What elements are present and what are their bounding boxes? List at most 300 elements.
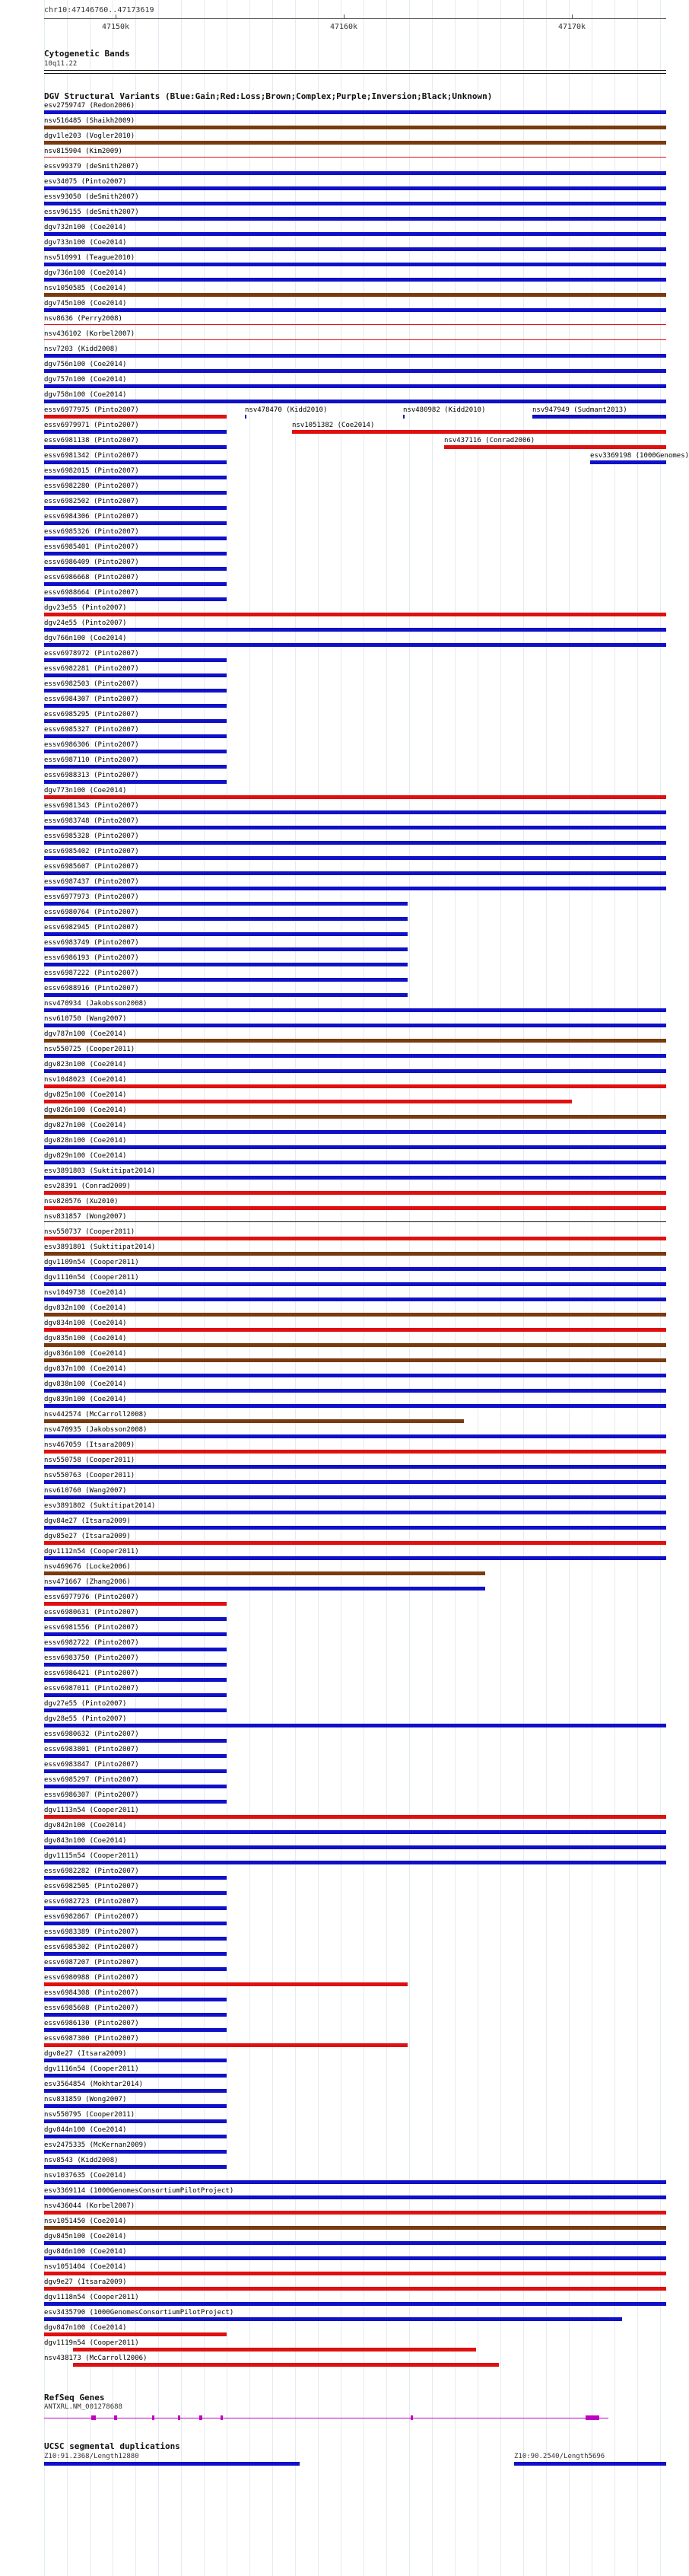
variant-bar[interactable] [44,1800,227,1804]
variant-bar[interactable] [44,1876,227,1880]
variant-label[interactable]: essv6984308 (Pinto2007) [44,1989,139,1997]
variant-bar[interactable] [44,1906,227,1910]
gene-exon[interactable] [91,2415,96,2420]
variant-label[interactable]: essv6981343 (Pinto2007) [44,802,139,810]
variant-bar[interactable] [44,1069,666,1073]
variant-bar[interactable] [44,126,666,129]
variant-label[interactable]: dgv828n100 (Coe2014) [44,1137,127,1145]
variant-bar[interactable] [44,1891,227,1895]
variant-bar[interactable] [44,567,227,571]
variant-bar[interactable] [44,1252,666,1256]
variant-label[interactable]: essv6983750 (Pinto2007) [44,1654,139,1662]
variant-label[interactable]: dgv839n100 (Coe2014) [44,1396,127,1403]
variant-label[interactable]: nsv8543 (Kidd2008) [44,2157,119,2164]
variant-bar[interactable] [44,902,408,906]
variant-bar[interactable] [44,750,227,753]
variant-bar[interactable] [44,673,227,677]
variant-bar[interactable] [44,1419,464,1423]
variant-bar[interactable] [44,704,227,708]
variant-label[interactable]: essv6982867 (Pinto2007) [44,1913,139,1921]
variant-label[interactable]: essv6985607 (Pinto2007) [44,863,139,871]
variant-label[interactable]: nsv1050585 (Coe2014) [44,285,127,292]
variant-bar[interactable] [44,2028,227,2032]
variant-bar[interactable] [44,2104,227,2108]
variant-label[interactable]: dgv1113n54 (Cooper2011) [44,1807,139,1814]
variant-label[interactable]: essv6987011 (Pinto2007) [44,1685,139,1692]
variant-label[interactable]: dgv766n100 (Coe2014) [44,635,127,642]
variant-label[interactable]: essv6977976 (Pinto2007) [44,1594,139,1601]
variant-label[interactable]: essv6986409 (Pinto2007) [44,559,139,566]
segdup-left-label[interactable]: Z10:91.2368/Length12880 [44,2453,139,2460]
variant-bar[interactable] [44,2150,227,2154]
variant-label[interactable]: nsv470935 (Jakobsson2008) [44,1426,148,1434]
variant-label[interactable]: essv6984307 (Pinto2007) [44,696,139,703]
variant-label[interactable]: essv6979971 (Pinto2007) [44,422,139,429]
variant-bar[interactable] [44,1115,666,1119]
variant-bar[interactable] [44,2074,227,2078]
variant-bar[interactable] [44,1678,227,1682]
variant-bar[interactable] [44,993,408,997]
variant-label[interactable]: essv6988916 (Pinto2007) [44,985,139,992]
variant-label[interactable]: nsv550725 (Cooper2011) [44,1046,135,1053]
segdup-bar[interactable] [44,2462,300,2466]
variant-label[interactable]: nsv478470 (Kidd2010) [245,406,328,414]
variant-bar[interactable] [44,963,408,966]
variant-bar[interactable] [44,1815,666,1819]
gene-exon[interactable] [152,2415,154,2420]
variant-label[interactable]: essv6982280 (Pinto2007) [44,482,139,490]
variant-bar[interactable] [44,110,666,114]
variant-bar[interactable] [44,1145,666,1149]
variant-label[interactable]: nsv831857 (Wong2007) [44,1213,127,1221]
variant-label[interactable]: essv6982502 (Pinto2007) [44,498,139,505]
variant-bar[interactable] [44,1008,666,1012]
variant-label[interactable]: essv6980988 (Pinto2007) [44,1974,139,1982]
variant-label[interactable]: essv6982281 (Pinto2007) [44,665,139,673]
variant-bar[interactable] [44,1922,227,1925]
variant-bar[interactable] [44,1084,666,1088]
variant-label[interactable]: nsv7203 (Kidd2008) [44,345,119,353]
variant-bar[interactable] [44,2211,666,2215]
variant-bar[interactable] [44,689,227,693]
variant-bar[interactable] [44,1389,666,1393]
variant-bar[interactable] [44,582,227,586]
variant-label[interactable]: dgv736n100 (Coe2014) [44,269,127,277]
variant-bar[interactable] [44,1434,666,1438]
variant-bar[interactable] [44,628,666,632]
variant-label[interactable]: nsv437116 (Conrad2006) [444,437,535,444]
variant-label[interactable]: nsv480982 (Kidd2010) [403,406,486,414]
variant-bar[interactable] [44,795,666,799]
variant-label[interactable]: essv99379 (deSmith2007) [44,163,139,170]
variant-bar[interactable] [44,1571,485,1575]
variant-bar[interactable] [44,552,227,556]
variant-label[interactable]: nsv469676 (Locke2006) [44,1563,131,1571]
variant-bar[interactable] [590,460,666,464]
variant-bar[interactable] [44,1298,666,1301]
variant-label[interactable]: nsv1051404 (Coe2014) [44,2263,127,2271]
variant-label[interactable]: nsv1051382 (Coe2014) [292,422,375,429]
variant-label[interactable]: essv6980631 (Pinto2007) [44,1609,139,1616]
variant-label[interactable]: dgv1119n54 (Cooper2011) [44,2339,139,2347]
variant-label[interactable]: dgv834n100 (Coe2014) [44,1320,127,1327]
gene-exon[interactable] [586,2415,599,2420]
variant-label[interactable]: dgv842n100 (Coe2014) [44,1822,127,1829]
variant-bar[interactable] [44,2256,666,2260]
variant-bar[interactable] [44,1541,666,1545]
variant-bar[interactable] [44,1830,666,1834]
variant-bar[interactable] [44,476,227,479]
variant-label[interactable]: essv6981342 (Pinto2007) [44,452,139,460]
variant-label[interactable]: dgv1109n54 (Cooper2011) [44,1259,139,1266]
variant-bar[interactable] [44,537,227,540]
variant-bar[interactable] [44,491,227,495]
variant-label[interactable]: dgv758n100 (Coe2014) [44,391,127,399]
variant-bar[interactable] [44,400,666,403]
variant-bar[interactable] [44,1039,666,1043]
variant-bar[interactable] [44,887,666,890]
variant-bar[interactable] [44,1739,227,1743]
segdup-bar[interactable] [514,2462,666,2466]
variant-label[interactable]: essv6983801 (Pinto2007) [44,1746,139,1753]
variant-label[interactable]: dgv745n100 (Coe2014) [44,300,127,307]
variant-label[interactable]: nsv815904 (Kim2009) [44,148,122,155]
variant-label[interactable]: essv6986421 (Pinto2007) [44,1670,139,1677]
variant-bar[interactable] [44,1845,666,1849]
variant-label[interactable]: essv6983748 (Pinto2007) [44,817,139,825]
variant-bar[interactable] [44,1343,666,1347]
variant-label[interactable]: essv6985402 (Pinto2007) [44,848,139,855]
variant-label[interactable]: dgv836n100 (Coe2014) [44,1350,127,1358]
variant-bar[interactable] [44,810,666,814]
variant-label[interactable]: dgv846n100 (Coe2014) [44,2248,127,2256]
variant-bar[interactable] [44,1480,666,1484]
variant-bar[interactable] [532,415,666,419]
variant-label[interactable]: essv6985327 (Pinto2007) [44,726,139,734]
variant-label[interactable]: essv6986307 (Pinto2007) [44,1791,139,1799]
variant-label[interactable]: essv6977973 (Pinto2007) [44,893,139,901]
variant-label[interactable]: dgv28e55 (Pinto2007) [44,1715,127,1723]
variant-bar[interactable] [44,1587,485,1590]
variant-label[interactable]: dgv825n100 (Coe2014) [44,1091,127,1099]
variant-label[interactable]: nsv610760 (Wang2007) [44,1487,127,1495]
variant-label[interactable]: essv6988664 (Pinto2007) [44,589,139,597]
variant-label[interactable]: esv34075 (Pinto2007) [44,178,127,186]
variant-label[interactable]: nsv436044 (Korbel2007) [44,2202,135,2210]
variant-bar[interactable] [44,293,666,297]
variant-bar[interactable] [44,1663,227,1667]
variant-label[interactable]: essv6988313 (Pinto2007) [44,772,139,779]
variant-label[interactable]: essv6985295 (Pinto2007) [44,711,139,718]
variant-bar[interactable] [44,1130,666,1134]
variant-label[interactable]: nsv831859 (Wong2007) [44,2096,127,2103]
variant-bar[interactable] [44,1526,666,1530]
variant-label[interactable]: dgv843n100 (Coe2014) [44,1837,127,1845]
variant-bar[interactable] [44,2135,227,2138]
variant-label[interactable]: esv3891803 (Suktitipat2014) [44,1167,156,1175]
variant-bar[interactable] [44,247,666,251]
variant-bar[interactable] [44,354,666,358]
variant-bar[interactable] [44,1237,666,1240]
variant-label[interactable]: essv6985328 (Pinto2007) [44,833,139,840]
variant-label[interactable]: nsv471667 (Zhang2006) [44,1578,131,1586]
variant-bar[interactable] [44,308,666,312]
variant-bar[interactable] [44,1282,666,1286]
variant-bar[interactable] [44,369,666,373]
variant-bar[interactable] [44,339,666,340]
variant-bar[interactable] [44,445,227,449]
variant-bar[interactable] [44,1206,666,1210]
variant-bar[interactable] [44,1054,666,1058]
variant-bar[interactable] [44,278,666,282]
variant-label[interactable]: dgv835n100 (Coe2014) [44,1335,127,1342]
variant-label[interactable]: essv6986306 (Pinto2007) [44,741,139,749]
variant-label[interactable]: dgv9e27 (Itsara2009) [44,2278,127,2286]
variant-bar[interactable] [44,1693,227,1697]
variant-label[interactable]: essv6987222 (Pinto2007) [44,970,139,977]
variant-label[interactable]: esv3369114 (1000GenomesConsortiumPilotProject) [44,2187,234,2195]
refseq-gene-label[interactable]: ANTXRL.NM_001278688 [44,2403,122,2411]
variant-bar[interactable] [44,157,666,158]
variant-label[interactable]: essv6985297 (Pinto2007) [44,1776,139,1784]
variant-bar[interactable] [245,415,246,419]
variant-label[interactable]: essv6985326 (Pinto2007) [44,528,139,536]
variant-label[interactable]: dgv826n100 (Coe2014) [44,1107,127,1114]
variant-bar[interactable] [44,1374,666,1377]
variant-label[interactable]: nsv1048023 (Coe2014) [44,1076,127,1084]
variant-bar[interactable] [44,1982,408,1986]
variant-bar[interactable] [44,1161,666,1164]
variant-label[interactable]: essv6983389 (Pinto2007) [44,1928,139,1936]
variant-label[interactable]: dgv838n100 (Coe2014) [44,1380,127,1388]
variant-bar[interactable] [44,856,666,860]
variant-label[interactable]: nsv550763 (Cooper2011) [44,1472,135,1479]
variant-label[interactable]: dgv1118n54 (Cooper2011) [44,2294,139,2301]
variant-bar[interactable] [44,1191,666,1195]
variant-label[interactable]: essv6981138 (Pinto2007) [44,437,139,444]
gene-exon[interactable] [178,2415,180,2420]
variant-label[interactable]: dgv827n100 (Coe2014) [44,1122,127,1129]
variant-bar[interactable] [44,871,666,875]
variant-label[interactable]: essv96155 (deSmith2007) [44,209,139,216]
variant-bar[interactable] [44,1358,666,1362]
variant-label[interactable]: esv3369198 (1000Genomes) [590,452,689,460]
variant-bar[interactable] [44,1708,227,1712]
variant-bar[interactable] [44,1937,227,1941]
variant-bar[interactable] [44,1556,666,1560]
variant-bar[interactable] [44,841,666,845]
variant-bar[interactable] [44,1632,227,1636]
gene-exon[interactable] [221,2415,223,2420]
variant-label[interactable]: nsv820576 (Xu2010) [44,1198,119,1205]
variant-bar[interactable] [44,1967,227,1971]
variant-bar[interactable] [73,2348,476,2352]
gene-exon[interactable] [199,2415,202,2420]
variant-bar[interactable] [44,2195,666,2199]
variant-bar[interactable] [44,521,227,525]
variant-label[interactable]: dgv1116n54 (Cooper2011) [44,2065,139,2073]
variant-bar[interactable] [44,2302,666,2306]
variant-label[interactable]: essv6986193 (Pinto2007) [44,954,139,962]
variant-label[interactable]: dgv829n100 (Coe2014) [44,1152,127,1160]
variant-label[interactable]: dgv756n100 (Coe2014) [44,361,127,368]
variant-label[interactable]: dgv1le203 (Vogler2010) [44,132,135,140]
variant-label[interactable]: dgv8e27 (Itsara2009) [44,2050,127,2058]
variant-bar[interactable] [44,978,408,982]
variant-bar[interactable] [44,141,666,145]
variant-bar[interactable] [44,1313,666,1317]
variant-bar[interactable] [44,1602,227,1606]
variant-bar[interactable] [44,613,666,616]
variant-label[interactable]: essv6982503 (Pinto2007) [44,680,139,688]
variant-label[interactable]: nsv467059 (Itsara2009) [44,1441,135,1449]
variant-bar[interactable] [44,1495,666,1499]
variant-bar[interactable] [44,1450,666,1454]
variant-label[interactable]: nsv8636 (Perry2008) [44,315,122,323]
variant-label[interactable]: essv6978972 (Pinto2007) [44,650,139,658]
variant-label[interactable]: essv6982722 (Pinto2007) [44,1639,139,1647]
variant-label[interactable]: essv6982723 (Pinto2007) [44,1898,139,1906]
variant-label[interactable]: esv28391 (Conrad2009) [44,1183,131,1190]
variant-label[interactable]: essv6987437 (Pinto2007) [44,878,139,886]
variant-bar[interactable] [44,2089,227,2093]
variant-bar[interactable] [44,597,227,601]
variant-label[interactable]: dgv1110n54 (Cooper2011) [44,1274,139,1282]
variant-label[interactable]: essv6982015 (Pinto2007) [44,467,139,475]
variant-label[interactable]: nsv510991 (Teague2010) [44,254,135,262]
variant-label[interactable]: essv6987300 (Pinto2007) [44,2035,139,2043]
variant-bar[interactable] [44,1617,227,1621]
variant-bar[interactable] [44,1785,227,1788]
variant-bar[interactable] [44,1221,666,1222]
variant-bar[interactable] [44,826,666,829]
variant-label[interactable]: nsv550737 (Cooper2011) [44,1228,135,1236]
variant-bar[interactable] [44,415,227,419]
variant-bar[interactable] [44,506,227,510]
variant-bar[interactable] [44,324,666,325]
variant-label[interactable]: dgv773n100 (Coe2014) [44,787,127,794]
variant-bar[interactable] [444,445,666,449]
variant-label[interactable]: dgv27e55 (Pinto2007) [44,1700,127,1708]
variant-bar[interactable] [292,430,666,434]
variant-bar[interactable] [44,2165,227,2169]
variant-label[interactable]: essv6987110 (Pinto2007) [44,756,139,764]
variant-bar[interactable] [403,415,405,419]
variant-bar[interactable] [44,460,227,464]
variant-label[interactable]: nsv438173 (McCarroll2006) [44,2355,148,2362]
variant-label[interactable]: dgv847n100 (Coe2014) [44,2324,127,2332]
variant-label[interactable]: dgv787n100 (Coe2014) [44,1030,127,1038]
variant-bar[interactable] [44,2272,666,2275]
variant-bar[interactable] [44,2332,227,2336]
variant-bar[interactable] [44,1024,666,1027]
variant-bar[interactable] [44,1648,227,1651]
segdup-right-label[interactable]: Z10:90.2540/Length5696 [514,2453,605,2460]
variant-label[interactable]: essv6985608 (Pinto2007) [44,2004,139,2012]
variant-label[interactable]: essv6985302 (Pinto2007) [44,1944,139,1951]
variant-bar[interactable] [44,2059,227,2062]
variant-label[interactable]: nsv1037635 (Coe2014) [44,2172,127,2180]
gene-exon[interactable] [411,2415,413,2420]
variant-label[interactable]: essv6985401 (Pinto2007) [44,543,139,551]
variant-label[interactable]: nsv610750 (Wang2007) [44,1015,127,1023]
variant-label[interactable]: essv6982505 (Pinto2007) [44,1883,139,1890]
variant-bar[interactable] [44,2013,227,2017]
variant-label[interactable]: essv6983847 (Pinto2007) [44,1761,139,1769]
variant-bar[interactable] [44,658,227,662]
variant-label[interactable]: nsv1049738 (Coe2014) [44,1289,127,1297]
variant-label[interactable]: dgv732n100 (Coe2014) [44,224,127,231]
variant-bar[interactable] [44,2287,666,2291]
variant-label[interactable]: essv6982282 (Pinto2007) [44,1868,139,1875]
variant-bar[interactable] [44,2226,666,2230]
variant-label[interactable]: dgv832n100 (Coe2014) [44,1304,127,1312]
variant-bar[interactable] [44,1998,227,2001]
variant-label[interactable]: dgv84e27 (Itsara2009) [44,1517,131,1525]
variant-bar[interactable] [44,1861,666,1864]
variant-label[interactable]: nsv470934 (Jakobsson2008) [44,1000,148,1008]
variant-label[interactable]: essv6986130 (Pinto2007) [44,2020,139,2027]
variant-label[interactable]: essv6981556 (Pinto2007) [44,1624,139,1632]
variant-label[interactable]: esv3891802 (Suktitipat2014) [44,1502,156,1510]
gene-exon[interactable] [114,2415,117,2420]
variant-bar[interactable] [44,1328,666,1332]
variant-bar[interactable] [73,2363,499,2367]
variant-bar[interactable] [44,2119,227,2123]
variant-bar[interactable] [44,232,666,236]
variant-label[interactable]: dgv1115n54 (Cooper2011) [44,1852,139,1860]
variant-label[interactable]: essv6984306 (Pinto2007) [44,513,139,521]
variant-bar[interactable] [44,1100,572,1103]
variant-label[interactable]: dgv733n100 (Coe2014) [44,239,127,247]
variant-label[interactable]: nsv1051450 (Coe2014) [44,2218,127,2225]
variant-label[interactable]: esv2475335 (McKernan2009) [44,2141,148,2149]
variant-label[interactable]: essv6982945 (Pinto2007) [44,924,139,931]
variant-bar[interactable] [44,643,666,647]
variant-bar[interactable] [44,2043,408,2047]
variant-bar[interactable] [44,186,666,190]
variant-bar[interactable] [44,263,666,266]
variant-label[interactable]: dgv85e27 (Itsara2009) [44,1533,131,1540]
variant-bar[interactable] [44,932,408,936]
variant-label[interactable]: essv6983749 (Pinto2007) [44,939,139,947]
variant-bar[interactable] [44,1267,666,1271]
variant-label[interactable]: nsv550795 (Cooper2011) [44,2111,135,2119]
variant-label[interactable]: esv3564854 (Mokhtar2014) [44,2081,144,2088]
variant-label[interactable]: essv93050 (deSmith2007) [44,193,139,201]
variant-bar[interactable] [44,2317,622,2321]
variant-bar[interactable] [44,734,227,738]
variant-label[interactable]: dgv23e55 (Pinto2007) [44,604,127,612]
variant-label[interactable]: esv2759747 (Redon2006) [44,102,135,110]
variant-label[interactable]: dgv1112n54 (Cooper2011) [44,1548,139,1555]
variant-bar[interactable] [44,1754,227,1758]
variant-label[interactable]: esv3435790 (1000GenomesConsortiumPilotProject) [44,2309,234,2316]
variant-bar[interactable] [44,917,408,921]
variant-bar[interactable] [44,202,666,205]
variant-bar[interactable] [44,430,227,434]
variant-label[interactable]: dgv837n100 (Coe2014) [44,1365,127,1373]
variant-label[interactable]: dgv24e55 (Pinto2007) [44,619,127,627]
variant-label[interactable]: essv6987207 (Pinto2007) [44,1959,139,1966]
variant-label[interactable]: nsv550758 (Cooper2011) [44,1457,135,1464]
variant-bar[interactable] [44,1465,666,1469]
variant-bar[interactable] [44,384,666,388]
variant-bar[interactable] [44,780,227,784]
variant-label[interactable]: nsv436102 (Korbel2007) [44,330,135,338]
variant-bar[interactable] [44,2241,666,2245]
variant-label[interactable]: nsv442574 (McCarroll2008) [44,1411,148,1419]
